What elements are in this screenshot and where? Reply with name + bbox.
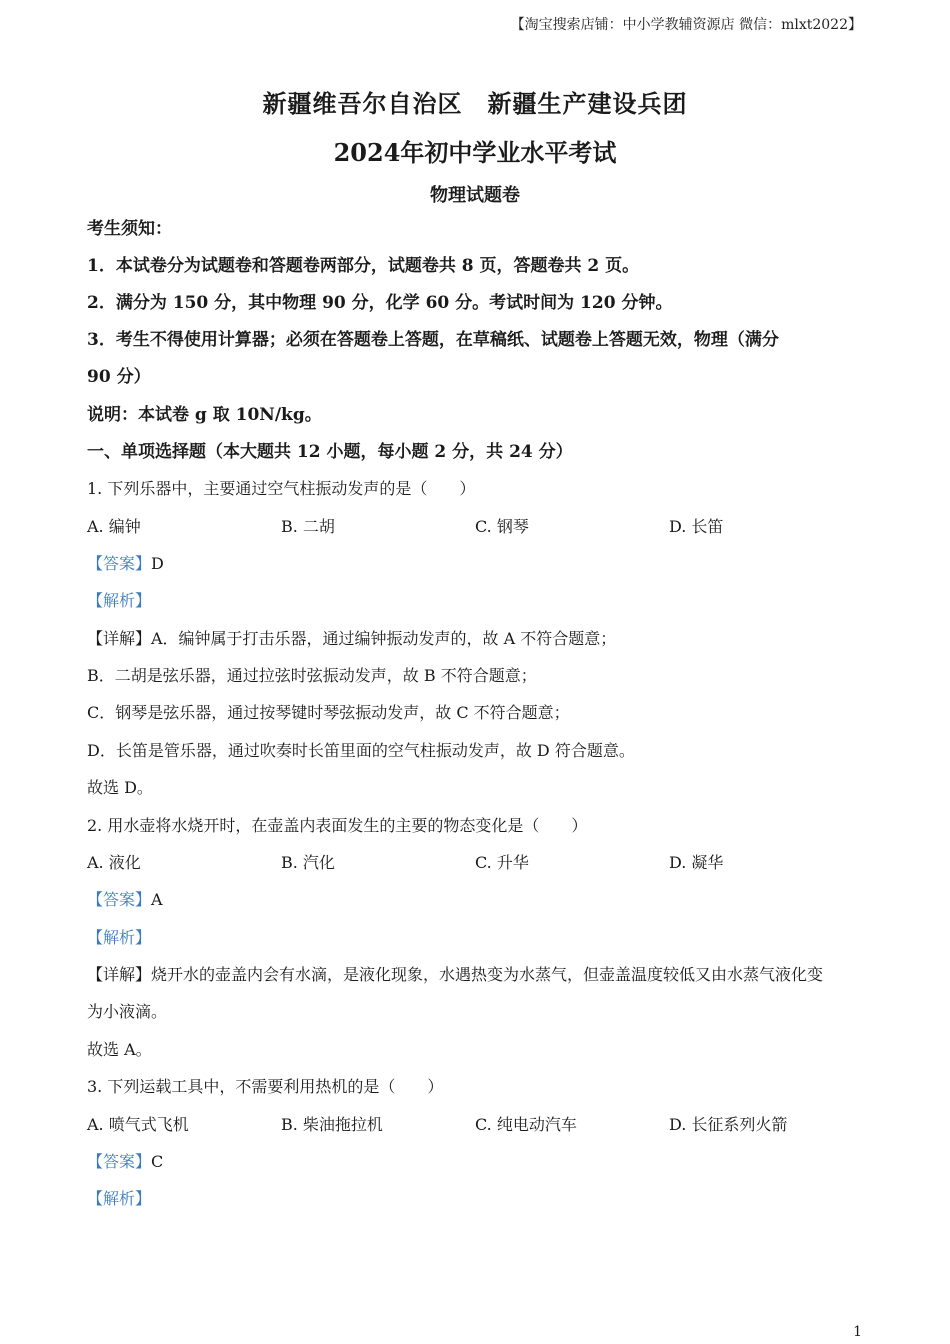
q3-option-b: B. 柴油拖拉机 xyxy=(281,1115,383,1134)
q1-answer-value: D xyxy=(151,554,164,573)
q3-answer-value: C xyxy=(151,1152,164,1171)
exam-title: 2024年初中学业水平考试 xyxy=(333,138,617,167)
header-note: 【淘宝搜索店铺：中小学教辅资源店 微信：mlxt2022】 xyxy=(510,17,862,33)
q2-option-a: A. 液化 xyxy=(87,853,141,872)
q1-detail-5: 故选 D。 xyxy=(87,778,153,797)
q2-option-d: D. 凝华 xyxy=(669,853,724,872)
q3-option-d: D. 长征系列火箭 xyxy=(669,1115,788,1134)
section-heading: 一、单项选择题（本大题共 12 小题，每小题 2 分，共 24 分） xyxy=(87,442,573,462)
q2-answer-value: A xyxy=(151,890,163,909)
q1-analysis-tag: 【解析】 xyxy=(87,591,152,610)
answer-tag: 【答案】 xyxy=(87,554,152,573)
notice-item-1: 1．本试卷分为试题卷和答题卷两部分，试题卷共 8 页，答题卷共 2 页。 xyxy=(87,256,640,276)
q1-detail-3: C．钢琴是弦乐器，通过按琴键时琴弦振动发声，故 C 不符合题意； xyxy=(87,703,570,722)
q3-option-a: A. 喷气式飞机 xyxy=(87,1115,189,1134)
q1-option-c: C. 钢琴 xyxy=(475,517,529,536)
q1-answer xyxy=(87,553,867,575)
q1-option-a: A. 编钟 xyxy=(87,517,141,536)
exam-subject: 物理试题卷 xyxy=(430,185,520,206)
notice-heading: 考生须知： xyxy=(87,219,172,239)
q3-answer xyxy=(87,1151,867,1173)
q2-detail-3: 故选 A。 xyxy=(87,1040,152,1059)
q1-detail-2: B．二胡是弦乐器，通过拉弦时弦振动发声，故 B 不符合题意； xyxy=(87,666,537,685)
exam-title-region: 新疆维吾尔自治区 新疆生产建设兵团 xyxy=(262,89,688,118)
question-2-stem: 2. 用水壶将水烧开时，在壶盖内表面发生的主要的物态变化是（ ） xyxy=(87,816,588,835)
q3-option-c: C. 纯电动汽车 xyxy=(475,1115,577,1134)
notice-note: 说明：本试卷 g 取 10N/kg。 xyxy=(87,405,322,425)
q1-option-d: D. 长笛 xyxy=(669,517,724,536)
q2-detail-1: 【详解】烧开水的壶盖内会有水滴，是液化现象，水遇热变为水蒸气，但壶盖温度较低又由水蒸气液化变 xyxy=(87,965,824,984)
notice-item-2: 2．满分为 150 分，其中物理 90 分，化学 60 分。考试时间为 120 分钟。 xyxy=(87,293,673,313)
q2-detail-2: 为小液滴。 xyxy=(87,1002,168,1021)
q2-option-c: C. 升华 xyxy=(475,853,529,872)
q2-analysis-tag: 【解析】 xyxy=(87,928,152,947)
question-1-stem: 1. 下列乐器中，主要通过空气柱振动发声的是（ ） xyxy=(87,479,476,498)
notice-item-3: 3．考生不得使用计算器；必须在答题卷上答题，在草稿纸、试题卷上答题无效，物理（满分 xyxy=(87,330,779,350)
page-number: 1 xyxy=(853,1324,862,1340)
q3-analysis-tag: 【解析】 xyxy=(87,1189,152,1208)
question-3-stem: 3. 下列运载工具中，不需要利用热机的是（ ） xyxy=(87,1077,444,1096)
q2-option-b: B. 汽化 xyxy=(281,853,335,872)
q1-detail-4: D．长笛是管乐器，通过吹奏时长笛里面的空气柱振动发声，故 D 符合题意。 xyxy=(87,741,635,760)
answer-tag: 【答案】 xyxy=(87,1152,152,1171)
q1-option-b: B. 二胡 xyxy=(281,517,335,536)
q1-detail-1: 【详解】A．编钟属于打击乐器，通过编钟振动发声的，故 A 不符合题意； xyxy=(87,629,617,648)
notice-item-3-cont: 90 分） xyxy=(87,367,151,387)
answer-tag: 【答案】 xyxy=(87,890,152,909)
q2-answer xyxy=(87,889,867,911)
